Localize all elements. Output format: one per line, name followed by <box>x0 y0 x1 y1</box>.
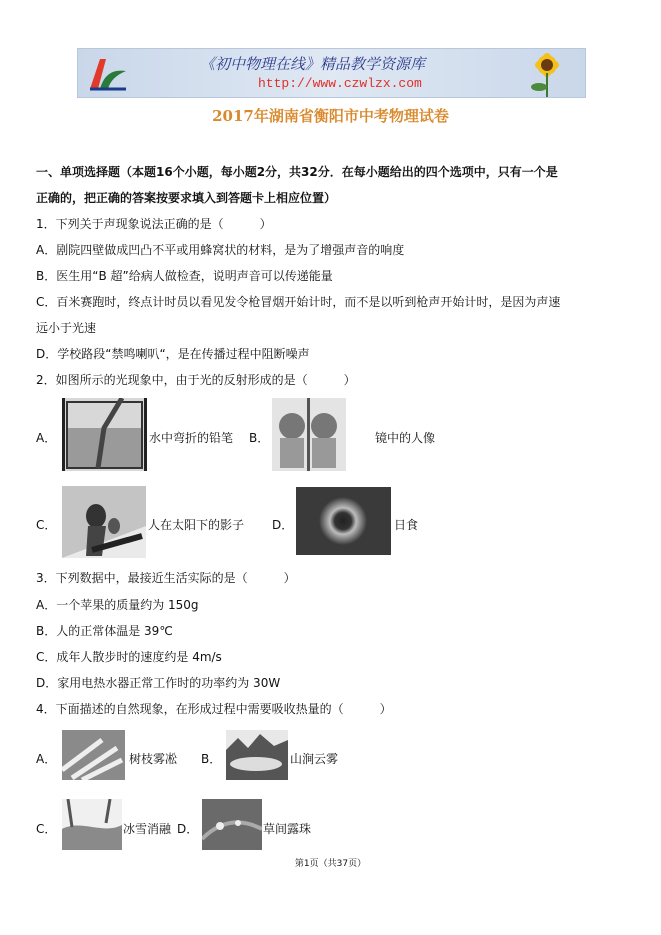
mirror-reflection-image <box>272 398 346 471</box>
banner-url[interactable]: http://www.czwlzx.com <box>258 76 422 91</box>
q2-c-caption: 人在太阳下的影子 <box>148 518 245 532</box>
q3-stem: 3．下列数据中，最接近生活实际的是（ ） <box>36 571 296 585</box>
q4-stem: 4．下面描述的自然现象，在形成过程中需要吸收热量的（ ） <box>36 702 392 716</box>
q4-a-caption: 树枝雾凇 <box>129 752 178 766</box>
melting-snow-image <box>62 799 122 850</box>
page-footer: 第1页（共37页） <box>294 859 367 869</box>
q2-b-caption: 镜中的人像 <box>375 431 436 445</box>
page-title: 2017年湖南省衡阳市中考物理试卷 <box>212 107 449 125</box>
mountain-fog-image <box>226 730 288 780</box>
q4-d-caption: 草间露珠 <box>263 822 312 836</box>
q2-d-caption: 日食 <box>394 518 419 532</box>
site-logo-icon <box>86 55 130 91</box>
q4-b-label: B． <box>201 752 222 766</box>
q1-option-a: A．剧院四壁做成凹凸不平或用蜂窝状的材料，是为了增强声音的响度 <box>36 243 405 257</box>
q3-option-c: C．成年人散步时的速度约是 4m/s <box>36 650 222 664</box>
section-heading: 一、单项选择题（本题16个小题，每小题2分，共32分．在每小题给出的四个选项中，只有一个是 <box>36 165 558 179</box>
q3-option-a: A．一个苹果的质量约为 150g <box>36 598 199 612</box>
q2-b-label: B． <box>249 431 270 445</box>
q2-a-label: A． <box>36 431 57 445</box>
banner-title: 《初中物理在线》精品教学资源库 <box>200 55 426 73</box>
shadow-image <box>62 486 146 558</box>
q3-option-b: B．人的正常体温是 39℃ <box>36 624 173 638</box>
q4-c-caption: 冰雪消融 <box>123 822 172 836</box>
q4-a-label: A． <box>36 752 57 766</box>
header-banner <box>77 48 586 98</box>
q2-d-label: D． <box>272 518 294 532</box>
q1-stem: 1．下列关于声现象说法正确的是（ ） <box>36 217 272 231</box>
sunflower-icon <box>517 51 577 97</box>
pencil-in-water-image <box>62 398 147 471</box>
q4-d-label: D． <box>177 822 199 836</box>
dew-drops-image <box>202 799 262 850</box>
q2-c-label: C． <box>36 518 57 532</box>
q1-option-c: C．百米赛跑时，终点计时员以看见发令枪冒烟开始计时，而不是以听到枪声开始计时，是因为声速 <box>36 295 561 309</box>
solar-eclipse-image <box>296 487 391 555</box>
q4-b-caption: 山涧云雾 <box>290 752 339 766</box>
q1-option-d: D．学校路段“禁鸣喇叭“，是在传播过程中阻断噪声 <box>36 347 310 361</box>
q3-option-d: D．家用电热水器正常工作时的功率约为 30W <box>36 676 281 690</box>
rime-image <box>62 730 125 780</box>
q1-option-c-cont: 远小于光速 <box>36 321 97 335</box>
q2-stem: 2．如图所示的光现象中，由于光的反射形成的是（ ） <box>36 373 356 387</box>
q2-a-caption: 水中弯折的铅笔 <box>149 431 234 445</box>
section-heading-cont: 正确的，把正确的答案按要求填入到答题卡上相应位置） <box>36 191 337 205</box>
q4-c-label: C． <box>36 822 57 836</box>
q1-option-b: B．医生用“B 超”给病人做检查，说明声音可以传递能量 <box>36 269 333 283</box>
